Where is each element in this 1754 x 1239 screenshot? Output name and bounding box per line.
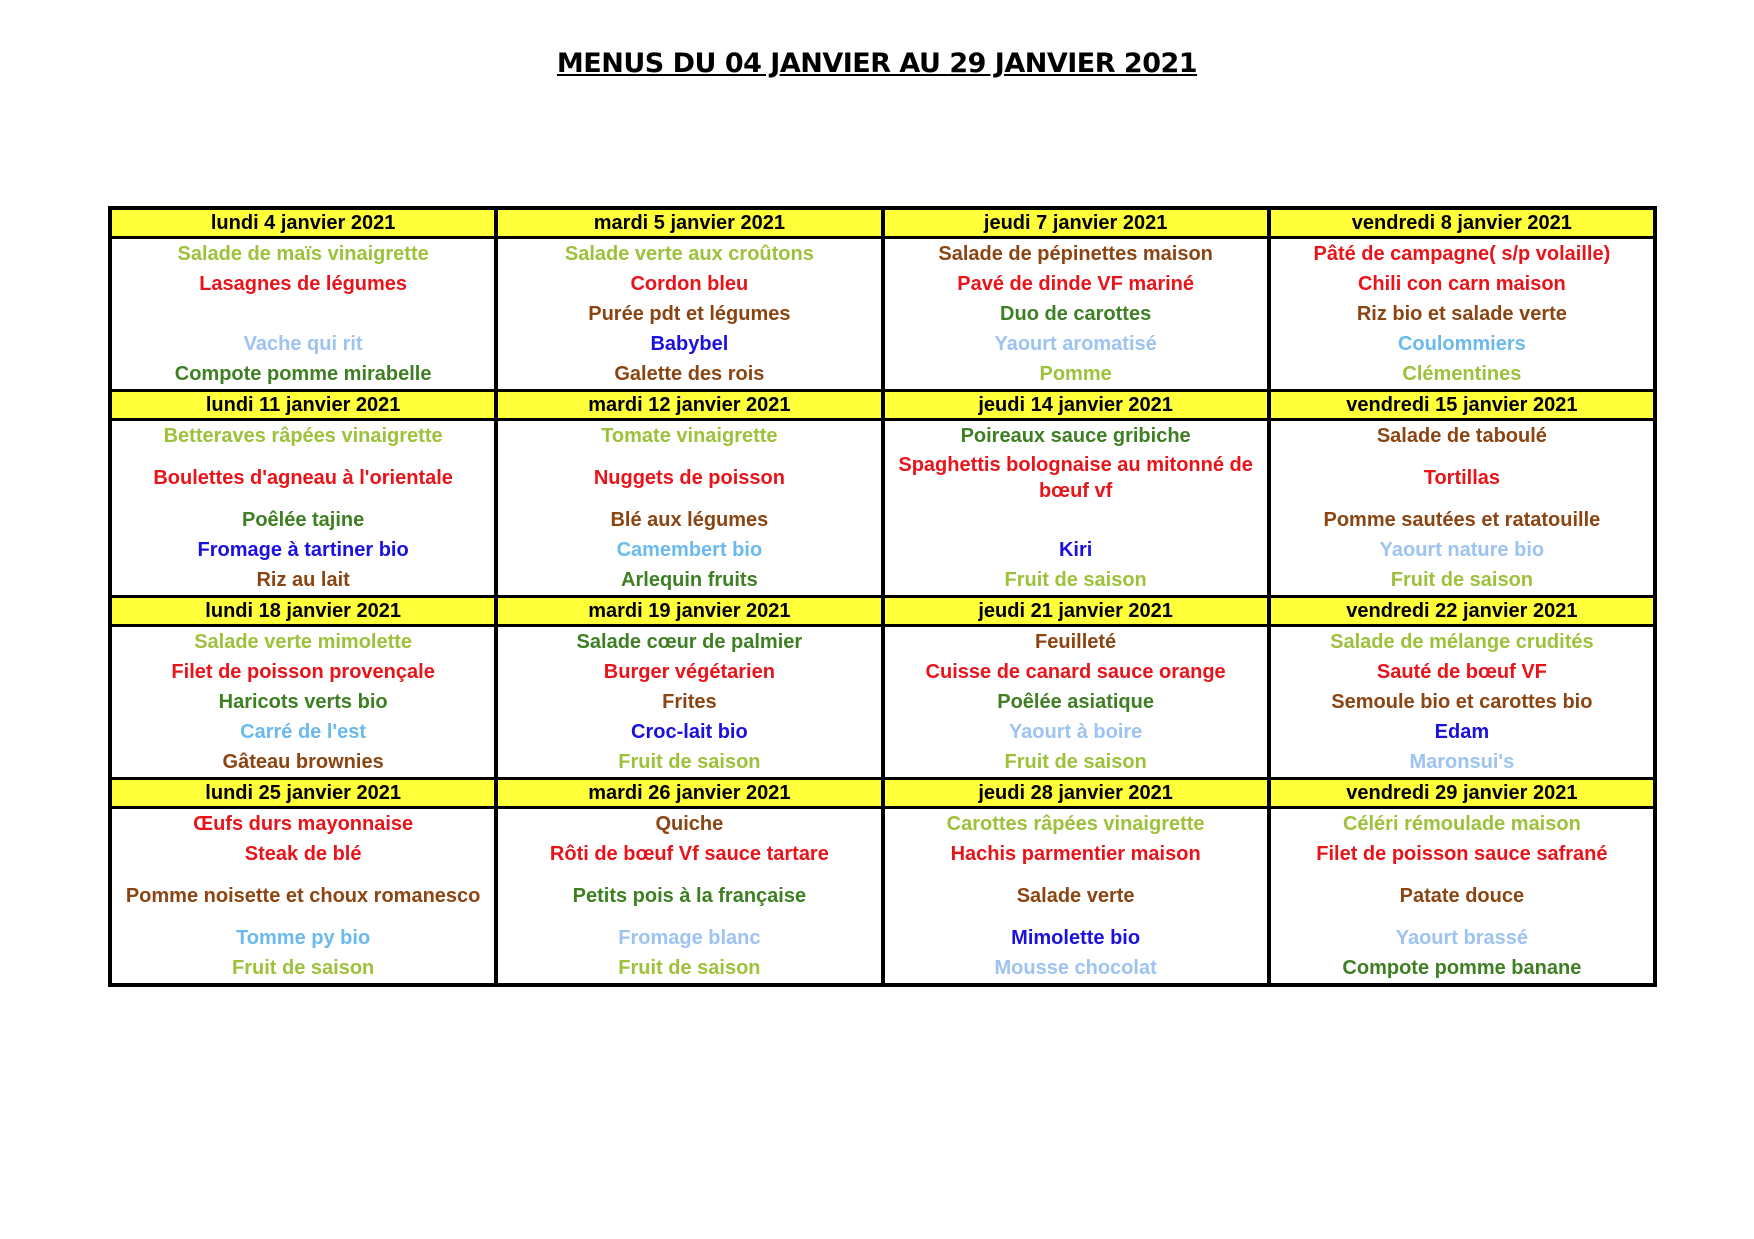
dish-cell: Boulettes d'agneau à l'orientale: [110, 451, 496, 505]
day-header: lundi 25 janvier 2021: [110, 779, 496, 808]
dish-cell: Fruit de saison: [496, 953, 882, 985]
dish-row: [110, 953, 1655, 985]
dish-cell: Quiche: [496, 808, 882, 840]
dish-cell: Pomme sautées et ratatouille: [1269, 505, 1655, 535]
page-title: MENUS DU 04 JANVIER AU 29 JANVIER 2021: [556, 48, 1198, 79]
menu-body: [110, 208, 1655, 985]
day-header: vendredi 15 janvier 2021: [1269, 391, 1655, 420]
dish-row: [110, 717, 1655, 747]
dish-cell: Maronsui's: [1269, 747, 1655, 779]
dish-cell: Salade de maïs vinaigrette: [110, 238, 496, 270]
dish-cell: Betteraves râpées vinaigrette: [110, 420, 496, 452]
dish-cell: [883, 505, 1269, 535]
dish-cell: Pomme noisette et choux romanesco: [110, 869, 496, 923]
dish-cell: Carottes râpées vinaigrette: [883, 808, 1269, 840]
dish-cell: Fromage blanc: [496, 923, 882, 953]
dish-row: [110, 747, 1655, 779]
dish-row: [110, 299, 1655, 329]
dish-cell: Semoule bio et carottes bio: [1269, 687, 1655, 717]
day-header: mardi 19 janvier 2021: [496, 597, 882, 626]
day-header-row: [110, 391, 1655, 420]
dish-cell: Yaourt à boire: [883, 717, 1269, 747]
dish-cell: Galette des rois: [496, 359, 882, 391]
dish-cell: Babybel: [496, 329, 882, 359]
dish-cell: Salade de pépinettes maison: [883, 238, 1269, 270]
day-header: mardi 5 janvier 2021: [496, 208, 882, 238]
dish-row: [110, 329, 1655, 359]
dish-row: [110, 359, 1655, 391]
menu-table: [108, 206, 1657, 987]
dish-cell: Pâté de campagne( s/p volaille): [1269, 238, 1655, 270]
dish-cell: Clémentines: [1269, 359, 1655, 391]
day-header-row: [110, 208, 1655, 238]
dish-row: [110, 535, 1655, 565]
dish-row: [110, 808, 1655, 840]
dish-cell: Coulommiers: [1269, 329, 1655, 359]
dish-row: [110, 657, 1655, 687]
dish-cell: Fruit de saison: [883, 747, 1269, 779]
dish-cell: Duo de carottes: [883, 299, 1269, 329]
dish-cell: Fruit de saison: [110, 953, 496, 985]
dish-cell: Spaghettis bolognaise au mitonné de bœuf vf: [883, 451, 1269, 505]
dish-row: [110, 238, 1655, 270]
dish-cell: Edam: [1269, 717, 1655, 747]
dish-cell: Rôti de bœuf Vf sauce tartare: [496, 839, 882, 869]
dish-row: [110, 505, 1655, 535]
dish-cell: Yaourt aromatisé: [883, 329, 1269, 359]
dish-cell: Tortillas: [1269, 451, 1655, 505]
dish-cell: Riz au lait: [110, 565, 496, 597]
dish-row: [110, 565, 1655, 597]
dish-cell: Haricots verts bio: [110, 687, 496, 717]
dish-cell: Salade verte: [883, 869, 1269, 923]
dish-cell: Céléri rémoulade maison: [1269, 808, 1655, 840]
dish-row: [110, 451, 1655, 505]
dish-cell: Mousse chocolat: [883, 953, 1269, 985]
day-header-row: [110, 779, 1655, 808]
day-header: mardi 12 janvier 2021: [496, 391, 882, 420]
dish-cell: [110, 299, 496, 329]
dish-cell: Hachis parmentier maison: [883, 839, 1269, 869]
day-header: vendredi 29 janvier 2021: [1269, 779, 1655, 808]
dish-cell: Poireaux sauce gribiche: [883, 420, 1269, 452]
day-header-row: [110, 597, 1655, 626]
dish-cell: Arlequin fruits: [496, 565, 882, 597]
dish-cell: Cuisse de canard sauce orange: [883, 657, 1269, 687]
dish-cell: Compote pomme mirabelle: [110, 359, 496, 391]
dish-cell: Poêlée asiatique: [883, 687, 1269, 717]
dish-cell: Kiri: [883, 535, 1269, 565]
dish-cell: Fruit de saison: [1269, 565, 1655, 597]
dish-cell: Tomme py bio: [110, 923, 496, 953]
dish-row: [110, 420, 1655, 452]
day-header: jeudi 7 janvier 2021: [883, 208, 1269, 238]
dish-cell: Croc-lait bio: [496, 717, 882, 747]
dish-cell: Blé aux légumes: [496, 505, 882, 535]
dish-row: [110, 923, 1655, 953]
dish-cell: Cordon bleu: [496, 269, 882, 299]
dish-cell: Poêlée tajine: [110, 505, 496, 535]
dish-cell: Feuilleté: [883, 626, 1269, 658]
dish-cell: Steak de blé: [110, 839, 496, 869]
dish-cell: Filet de poisson sauce safrané: [1269, 839, 1655, 869]
dish-row: [110, 269, 1655, 299]
dish-row: [110, 626, 1655, 658]
dish-cell: Chili con carn maison: [1269, 269, 1655, 299]
day-header: jeudi 21 janvier 2021: [883, 597, 1269, 626]
dish-cell: Pomme: [883, 359, 1269, 391]
dish-cell: Lasagnes de légumes: [110, 269, 496, 299]
dish-cell: Petits pois à la française: [496, 869, 882, 923]
day-header: vendredi 22 janvier 2021: [1269, 597, 1655, 626]
dish-row: [110, 687, 1655, 717]
day-header: vendredi 8 janvier 2021: [1269, 208, 1655, 238]
dish-cell: Compote pomme banane: [1269, 953, 1655, 985]
dish-cell: Pavé de dinde VF mariné: [883, 269, 1269, 299]
dish-cell: Camembert bio: [496, 535, 882, 565]
dish-cell: Yaourt nature bio: [1269, 535, 1655, 565]
dish-cell: Fruit de saison: [883, 565, 1269, 597]
dish-cell: Frites: [496, 687, 882, 717]
dish-cell: Salade de mélange crudités: [1269, 626, 1655, 658]
dish-cell: Gâteau brownies: [110, 747, 496, 779]
dish-cell: Tomate vinaigrette: [496, 420, 882, 452]
day-header: mardi 26 janvier 2021: [496, 779, 882, 808]
dish-cell: Salade verte aux croûtons: [496, 238, 882, 270]
dish-cell: Vache qui rit: [110, 329, 496, 359]
dish-cell: Mimolette bio: [883, 923, 1269, 953]
dish-cell: Fruit de saison: [496, 747, 882, 779]
dish-cell: Burger végétarien: [496, 657, 882, 687]
dish-cell: Œufs durs mayonnaise: [110, 808, 496, 840]
dish-cell: Yaourt brassé: [1269, 923, 1655, 953]
dish-cell: Salade cœur de palmier: [496, 626, 882, 658]
day-header: jeudi 14 janvier 2021: [883, 391, 1269, 420]
day-header: lundi 18 janvier 2021: [110, 597, 496, 626]
dish-cell: Carré de l'est: [110, 717, 496, 747]
dish-cell: Purée pdt et légumes: [496, 299, 882, 329]
dish-cell: Fromage à tartiner bio: [110, 535, 496, 565]
day-header: lundi 11 janvier 2021: [110, 391, 496, 420]
dish-cell: Salade de taboulé: [1269, 420, 1655, 452]
dish-cell: Sauté de bœuf VF: [1269, 657, 1655, 687]
dish-row: [110, 869, 1655, 923]
dish-cell: Filet de poisson provençale: [110, 657, 496, 687]
day-header: jeudi 28 janvier 2021: [883, 779, 1269, 808]
dish-cell: Riz bio et salade verte: [1269, 299, 1655, 329]
dish-cell: Nuggets de poisson: [496, 451, 882, 505]
day-header: lundi 4 janvier 2021: [110, 208, 496, 238]
dish-row: [110, 839, 1655, 869]
dish-cell: Patate douce: [1269, 869, 1655, 923]
dish-cell: Salade verte mimolette: [110, 626, 496, 658]
